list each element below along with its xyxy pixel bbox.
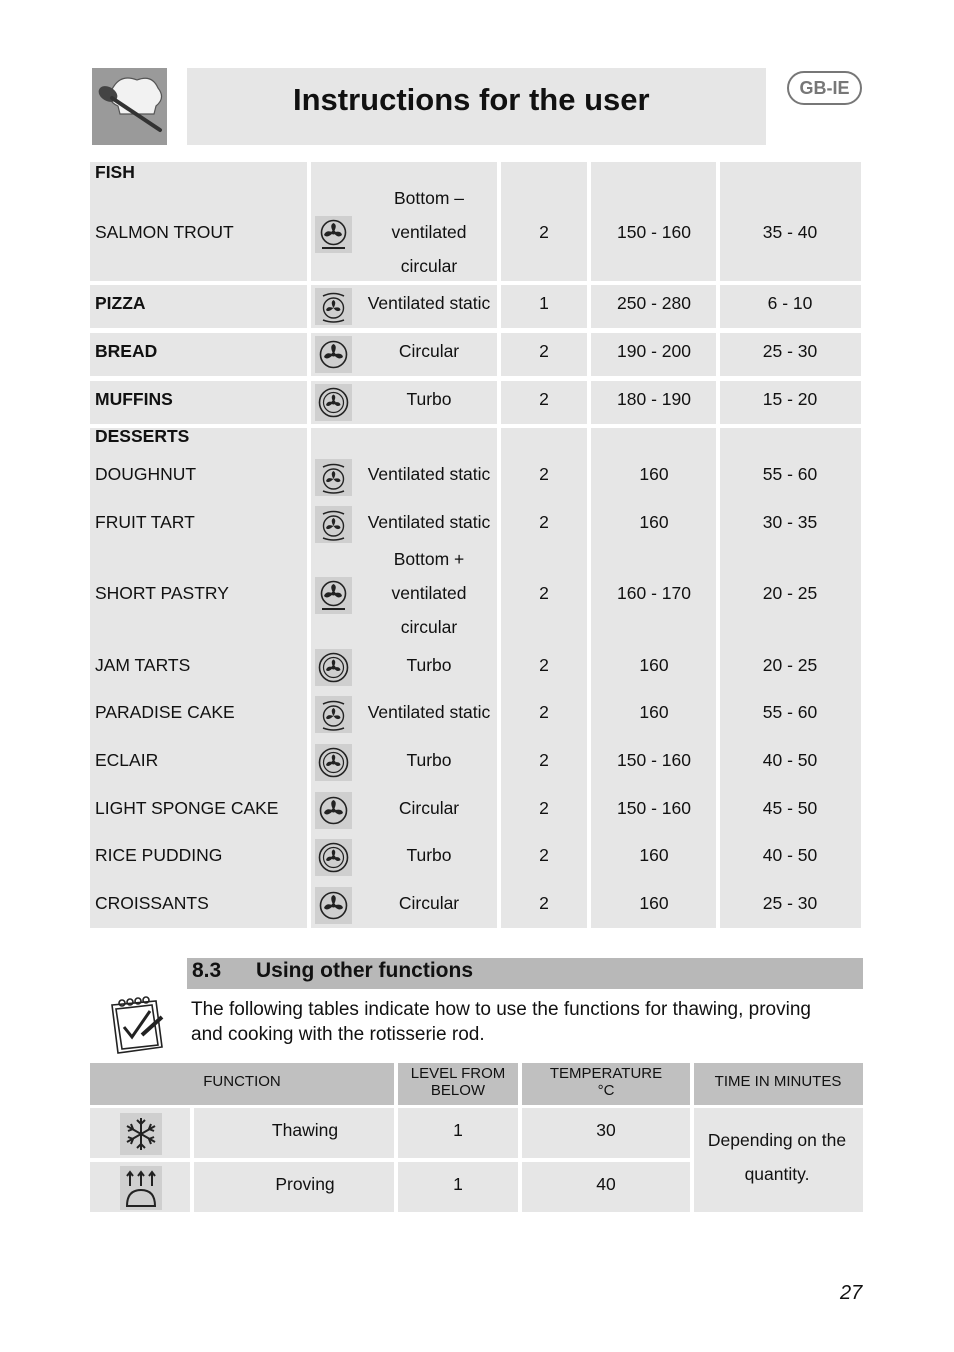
time-value: 6 - 10 [767, 293, 813, 313]
turbo-fan-icon [315, 839, 352, 876]
intro-line-2: and cooking with the rotisserie rod. [191, 1024, 485, 1045]
snowflake-icon [120, 1113, 162, 1155]
header-time-label: TIME IN MINUTES [714, 1073, 842, 1090]
section-number: 8.3 [192, 959, 222, 982]
fish-time-cell [720, 162, 861, 281]
time-note-cell [694, 1108, 863, 1212]
level-value: 2 [539, 845, 549, 865]
pizza-level-cell [501, 285, 587, 328]
time-value: 55 - 60 [762, 702, 818, 722]
ventilated-static-icon [315, 696, 352, 733]
mode-value: Turbo [406, 389, 452, 409]
mode-value: Circular [398, 893, 460, 913]
mode-line: ventilated [391, 583, 467, 603]
group-title-bread: BREAD [95, 341, 158, 361]
bottom-fan-icon [315, 216, 352, 253]
mode-value: Ventilated static [367, 512, 491, 532]
bread-time-cell [720, 333, 861, 376]
header-level-line1: LEVEL FROM [410, 1065, 506, 1082]
time-value: 40 - 50 [762, 750, 818, 770]
mode-line: circular [400, 256, 458, 276]
mode-value: Ventilated static [367, 702, 491, 722]
mode-value: Turbo [406, 655, 452, 675]
time-value: 30 - 35 [762, 512, 818, 532]
desserts-temp-cell [591, 428, 716, 928]
group-title-fish: FISH [95, 162, 135, 182]
temp-value: 160 [639, 702, 669, 722]
food-paradise-cake: PARADISE CAKE [95, 702, 235, 722]
bread-temp-cell [591, 333, 716, 376]
turbo-fan-icon [315, 649, 352, 686]
temp-value: 250 - 280 [617, 293, 691, 313]
intro-line-1: The following tables indicate how to use the functions for thawing, proving [191, 999, 811, 1020]
page-title: Instructions for the user [293, 82, 650, 117]
food-rice-pudding: RICE PUDDING [95, 845, 223, 865]
notepad-pencil-icon [106, 995, 169, 1057]
desserts-time-cell [720, 428, 861, 928]
time-value: 15 - 20 [762, 389, 818, 409]
thawing-level-cell [398, 1108, 518, 1158]
temp-value: 160 [639, 655, 669, 675]
temp-value: 160 [639, 893, 669, 913]
title-banner [187, 68, 766, 145]
header-function-label: FUNCTION [203, 1073, 281, 1090]
food-croissants: CROISSANTS [95, 893, 209, 913]
fish-mode-cell [311, 162, 497, 281]
bread-food-cell [90, 333, 307, 376]
temp-value: 30 [596, 1120, 616, 1140]
proving-level-cell [398, 1162, 518, 1212]
bottom-fan-icon [315, 577, 352, 614]
function-name-proving: Proving [275, 1174, 335, 1194]
level-value: 2 [539, 389, 549, 409]
level-value: 1 [453, 1120, 463, 1140]
level-value: 2 [539, 464, 549, 484]
food-salmon-trout: SALMON TROUT [95, 222, 234, 242]
logo-spoon-chef-hat-icon [92, 68, 167, 145]
temp-value: 150 - 160 [617, 750, 691, 770]
food-fruit-tart: FRUIT TART [95, 512, 195, 532]
proving-icon-cell [90, 1162, 190, 1212]
time-value: 25 - 30 [762, 893, 818, 913]
muffins-mode-cell [311, 381, 497, 424]
time-value: 40 - 50 [762, 845, 818, 865]
proving-temp-cell [522, 1162, 690, 1212]
fish-food-cell [90, 162, 307, 281]
mode-line: Bottom + [393, 549, 465, 569]
muffins-level-cell [501, 381, 587, 424]
col-header-time [694, 1063, 863, 1105]
pizza-mode-cell [311, 285, 497, 328]
bread-level-cell [501, 333, 587, 376]
proving-name-cell [194, 1162, 394, 1212]
level-value: 2 [539, 512, 549, 532]
mode-value: Turbo [406, 845, 452, 865]
food-eclair: ECLAIR [95, 750, 159, 770]
fish-level-cell [501, 162, 587, 281]
level-value: 2 [539, 702, 549, 722]
circular-fan-icon [315, 336, 352, 373]
region-badge: GB-IE [787, 71, 862, 105]
level-value: 2 [539, 798, 549, 818]
time-note-line1: Depending on the [707, 1130, 847, 1150]
temp-value: 40 [596, 1174, 616, 1194]
circular-fan-icon [315, 887, 352, 924]
thawing-icon-cell [90, 1108, 190, 1158]
section-title: Using other functions [256, 959, 473, 982]
time-value: 45 - 50 [762, 798, 818, 818]
temp-value: 160 [639, 464, 669, 484]
temp-value: 150 - 160 [617, 798, 691, 818]
col-header-temperature [522, 1063, 690, 1105]
col-header-function [90, 1063, 394, 1105]
mode-line: Bottom – [393, 188, 465, 208]
level-value: 2 [539, 655, 549, 675]
food-short-pastry: SHORT PASTRY [95, 583, 229, 603]
ventilated-static-icon [315, 459, 352, 496]
group-title-desserts: DESSERTS [95, 426, 190, 446]
time-value: 35 - 40 [762, 222, 818, 242]
temp-value: 160 - 170 [617, 583, 691, 603]
desserts-mode-cell [311, 428, 497, 928]
pizza-time-cell [720, 285, 861, 328]
function-name-thawing: Thawing [271, 1120, 339, 1140]
ventilated-static-icon [315, 288, 352, 325]
group-title-pizza: PIZZA [95, 293, 146, 313]
level-value: 1 [453, 1174, 463, 1194]
page-number: 27 [840, 1282, 863, 1304]
group-title-muffins: MUFFINS [95, 389, 173, 409]
time-value: 55 - 60 [762, 464, 818, 484]
ventilated-static-icon [315, 506, 352, 543]
level-value: 2 [539, 222, 549, 242]
muffins-time-cell [720, 381, 861, 424]
time-value: 25 - 30 [762, 341, 818, 361]
desserts-food-cell [90, 428, 307, 928]
temp-value: 190 - 200 [617, 341, 691, 361]
temp-value: 160 [639, 512, 669, 532]
header-temp-line2: °C [597, 1082, 615, 1099]
proving-icon [120, 1166, 162, 1210]
temp-value: 160 [639, 845, 669, 865]
mode-line: ventilated [391, 222, 467, 242]
time-value: 20 - 25 [762, 583, 818, 603]
mode-value: Turbo [406, 750, 452, 770]
header-level-line2: BELOW [430, 1082, 486, 1099]
muffins-temp-cell [591, 381, 716, 424]
muffins-food-cell [90, 381, 307, 424]
bread-mode-cell [311, 333, 497, 376]
pizza-food-cell [90, 285, 307, 328]
time-note-line2: quantity. [744, 1164, 810, 1184]
mode-value: Ventilated static [367, 293, 491, 313]
level-value: 2 [539, 341, 549, 361]
level-value: 2 [539, 583, 549, 603]
section-heading [187, 958, 863, 989]
desserts-level-cell [501, 428, 587, 928]
mode-value: Ventilated static [367, 464, 491, 484]
mode-line: circular [400, 617, 458, 637]
level-value: 2 [539, 893, 549, 913]
circular-fan-icon [315, 792, 352, 829]
mode-value: Circular [398, 341, 460, 361]
thawing-temp-cell [522, 1108, 690, 1158]
time-value: 20 - 25 [762, 655, 818, 675]
turbo-fan-icon [315, 744, 352, 781]
food-light-sponge-cake: LIGHT SPONGE CAKE [95, 798, 279, 818]
col-header-level [398, 1063, 518, 1105]
pizza-temp-cell [591, 285, 716, 328]
food-doughnut: DOUGHNUT [95, 464, 197, 484]
thawing-name-cell [194, 1108, 394, 1158]
mode-value: Circular [398, 798, 460, 818]
header-temp-line1: TEMPERATURE [549, 1065, 663, 1082]
turbo-fan-icon [315, 384, 352, 421]
food-jam-tarts: JAM TARTS [95, 655, 191, 675]
level-value: 1 [539, 293, 549, 313]
fish-temp-cell [591, 162, 716, 281]
level-value: 2 [539, 750, 549, 770]
temp-value: 150 - 160 [617, 222, 691, 242]
temp-value: 180 - 190 [617, 389, 691, 409]
